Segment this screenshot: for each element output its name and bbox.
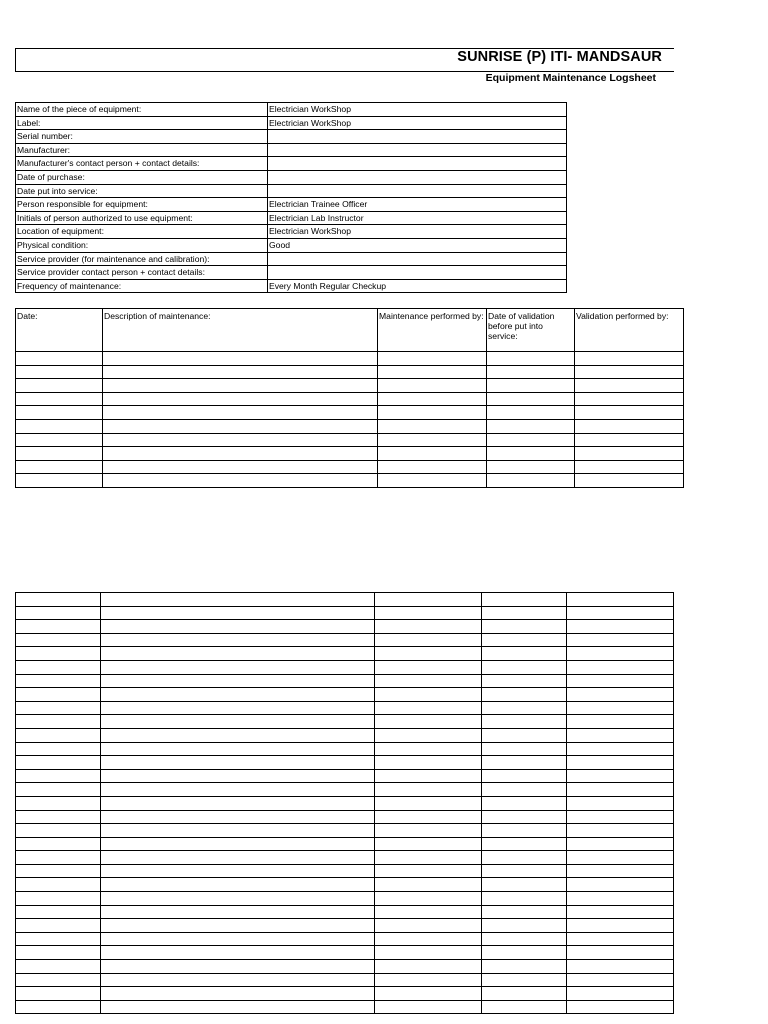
- log-cell[interactable]: [481, 728, 567, 742]
- page-subtitle: Equipment Maintenance Logsheet: [485, 72, 656, 84]
- log-cell[interactable]: [100, 674, 374, 688]
- log-cell[interactable]: [100, 987, 374, 1001]
- log-cell[interactable]: [16, 352, 103, 366]
- equipment-info-table: [15, 102, 567, 293]
- log-cell[interactable]: [481, 660, 567, 674]
- log-cell[interactable]: [16, 878, 101, 892]
- log-cell[interactable]: [374, 742, 481, 756]
- log-cell[interactable]: [16, 742, 101, 756]
- log-cell[interactable]: [100, 660, 374, 674]
- log-cell[interactable]: [16, 796, 101, 810]
- log-cell[interactable]: [481, 783, 567, 797]
- log-cell[interactable]: [16, 946, 101, 960]
- log-row: [16, 810, 674, 824]
- log-cell[interactable]: [374, 892, 481, 906]
- info-label: Date put into service:: [16, 184, 268, 198]
- log-cell[interactable]: [374, 864, 481, 878]
- log-cell[interactable]: [103, 379, 378, 393]
- log-cell[interactable]: [374, 796, 481, 810]
- log-cell[interactable]: [575, 447, 684, 461]
- log-row: [16, 392, 684, 406]
- log-cell[interactable]: [16, 905, 101, 919]
- log-cell[interactable]: [100, 593, 374, 607]
- log-row: [16, 1000, 674, 1014]
- header-performed-by: Maintenance performed by:: [378, 309, 487, 352]
- log-row: [16, 406, 684, 420]
- log-cell[interactable]: [567, 919, 674, 933]
- log-cell[interactable]: [567, 674, 674, 688]
- log-cell[interactable]: [575, 474, 684, 488]
- log-cell[interactable]: [100, 701, 374, 715]
- log-cell[interactable]: [100, 1000, 374, 1014]
- log-cell[interactable]: [567, 728, 674, 742]
- log-cell[interactable]: [374, 688, 481, 702]
- log-cell[interactable]: [103, 406, 378, 420]
- log-cell[interactable]: [567, 837, 674, 851]
- log-cell[interactable]: [374, 783, 481, 797]
- log-cell[interactable]: [378, 365, 487, 379]
- log-cell[interactable]: [567, 606, 674, 620]
- info-label: Person responsible for equipment:: [16, 198, 268, 212]
- info-value[interactable]: [268, 184, 567, 198]
- log-cell[interactable]: [487, 460, 575, 474]
- log-cell[interactable]: [100, 946, 374, 960]
- log-row: [16, 742, 674, 756]
- log-cell[interactable]: [100, 783, 374, 797]
- log-cell[interactable]: [374, 647, 481, 661]
- log-cell[interactable]: [481, 620, 567, 634]
- log-row: [16, 837, 674, 851]
- info-label: Frequency of maintenance:: [16, 279, 268, 293]
- log-row: [16, 932, 674, 946]
- info-row: [16, 252, 567, 266]
- log-cell[interactable]: [378, 474, 487, 488]
- log-cell[interactable]: [481, 905, 567, 919]
- log-cell[interactable]: [567, 946, 674, 960]
- info-label: Service provider (for maintenance and calibration):: [16, 252, 268, 266]
- log-row: [16, 824, 674, 838]
- log-cell[interactable]: [16, 633, 101, 647]
- log-cell[interactable]: [374, 946, 481, 960]
- info-row: [16, 170, 567, 184]
- log-row: [16, 796, 674, 810]
- info-row: [16, 266, 567, 280]
- log-cell[interactable]: [16, 851, 101, 865]
- log-cell[interactable]: [16, 365, 103, 379]
- info-row: [16, 143, 567, 157]
- log-row: [16, 756, 674, 770]
- log-cell[interactable]: [100, 606, 374, 620]
- maintenance-log-continuation-table: [15, 592, 674, 1014]
- log-cell[interactable]: [487, 365, 575, 379]
- log-cell[interactable]: [487, 447, 575, 461]
- header-validated-by: Validation performed by:: [575, 309, 684, 352]
- log-cell[interactable]: [374, 810, 481, 824]
- log-cell[interactable]: [481, 892, 567, 906]
- log-row: [16, 674, 674, 688]
- log-cell[interactable]: [378, 379, 487, 393]
- log-cell[interactable]: [374, 960, 481, 974]
- log-cell[interactable]: [100, 728, 374, 742]
- log-cell[interactable]: [100, 905, 374, 919]
- log-cell[interactable]: [16, 688, 101, 702]
- log-cell[interactable]: [103, 460, 378, 474]
- log-cell[interactable]: [481, 932, 567, 946]
- log-cell[interactable]: [374, 987, 481, 1001]
- log-cell[interactable]: [567, 824, 674, 838]
- log-cell[interactable]: [16, 474, 103, 488]
- log-cell[interactable]: [103, 433, 378, 447]
- header-date: Date:: [16, 309, 103, 352]
- log-row: [16, 379, 684, 393]
- info-value[interactable]: [268, 252, 567, 266]
- log-cell[interactable]: [16, 960, 101, 974]
- log-row: [16, 647, 674, 661]
- log-cell[interactable]: [481, 987, 567, 1001]
- log-cell[interactable]: [567, 783, 674, 797]
- info-row: [16, 211, 567, 225]
- log-cell[interactable]: [567, 769, 674, 783]
- log-cell[interactable]: [481, 960, 567, 974]
- log-cell[interactable]: [374, 837, 481, 851]
- log-cell[interactable]: [374, 606, 481, 620]
- log-cell[interactable]: [487, 433, 575, 447]
- page-title: SUNRISE (P) ITI- MANDSAUR: [457, 49, 662, 65]
- log-cell[interactable]: [374, 851, 481, 865]
- log-cell[interactable]: [374, 715, 481, 729]
- log-cell[interactable]: [374, 728, 481, 742]
- log-cell[interactable]: [374, 824, 481, 838]
- log-cell[interactable]: [16, 606, 101, 620]
- info-label: Date of purchase:: [16, 170, 268, 184]
- log-row: [16, 593, 674, 607]
- log-cell[interactable]: [374, 919, 481, 933]
- log-cell[interactable]: [567, 892, 674, 906]
- log-cell[interactable]: [103, 447, 378, 461]
- log-cell[interactable]: [481, 946, 567, 960]
- log-cell[interactable]: [100, 742, 374, 756]
- log-cell[interactable]: [16, 660, 101, 674]
- log-cell[interactable]: [487, 379, 575, 393]
- log-cell[interactable]: [374, 633, 481, 647]
- log-cell[interactable]: [378, 352, 487, 366]
- log-cell[interactable]: [481, 715, 567, 729]
- log-cell[interactable]: [481, 701, 567, 715]
- log-cell[interactable]: [100, 973, 374, 987]
- log-cell[interactable]: [378, 460, 487, 474]
- log-cell[interactable]: [103, 352, 378, 366]
- log-cell[interactable]: [378, 419, 487, 433]
- log-cell[interactable]: [100, 919, 374, 933]
- log-cell[interactable]: [374, 660, 481, 674]
- info-row: [16, 116, 567, 130]
- log-row: [16, 352, 684, 366]
- log-cell[interactable]: [374, 878, 481, 892]
- log-row: [16, 433, 684, 447]
- log-cell[interactable]: [100, 620, 374, 634]
- info-label: Manufacturer:: [16, 143, 268, 157]
- log-row: [16, 447, 684, 461]
- info-value[interactable]: [268, 170, 567, 184]
- info-value[interactable]: [268, 130, 567, 144]
- log-cell[interactable]: [100, 932, 374, 946]
- log-cell[interactable]: [16, 379, 103, 393]
- log-row: [16, 905, 674, 919]
- log-cell[interactable]: [481, 973, 567, 987]
- log-cell[interactable]: [100, 688, 374, 702]
- log-cell[interactable]: [567, 1000, 674, 1014]
- log-row: [16, 474, 684, 488]
- log-cell[interactable]: [567, 688, 674, 702]
- log-cell[interactable]: [567, 715, 674, 729]
- log-cell[interactable]: [16, 919, 101, 933]
- log-cell[interactable]: [378, 447, 487, 461]
- log-cell[interactable]: [100, 878, 374, 892]
- log-cell[interactable]: [103, 419, 378, 433]
- log-cell[interactable]: [100, 647, 374, 661]
- log-cell[interactable]: [567, 593, 674, 607]
- info-row: [16, 184, 567, 198]
- log-cell[interactable]: [481, 647, 567, 661]
- log-cell[interactable]: [16, 783, 101, 797]
- log-row: [16, 715, 674, 729]
- log-row: [16, 987, 674, 1001]
- log-cell[interactable]: [100, 864, 374, 878]
- log-row: [16, 946, 674, 960]
- log-row: [16, 919, 674, 933]
- log-cell[interactable]: [16, 864, 101, 878]
- log-header-row: [16, 309, 684, 352]
- log-row: [16, 688, 674, 702]
- log-cell[interactable]: [100, 756, 374, 770]
- info-row: [16, 279, 567, 293]
- info-value[interactable]: Electrician Trainee Officer: [268, 198, 567, 212]
- log-cell[interactable]: [16, 647, 101, 661]
- log-cell[interactable]: [487, 474, 575, 488]
- log-row: [16, 864, 674, 878]
- info-label: Initials of person authorized to use equipment:: [16, 211, 268, 225]
- info-row: [16, 157, 567, 171]
- log-cell[interactable]: [16, 593, 101, 607]
- log-cell[interactable]: [16, 728, 101, 742]
- log-cell[interactable]: [374, 701, 481, 715]
- log-cell[interactable]: [374, 905, 481, 919]
- log-cell[interactable]: [487, 392, 575, 406]
- log-cell[interactable]: [374, 973, 481, 987]
- log-cell[interactable]: [481, 810, 567, 824]
- log-cell[interactable]: [16, 406, 103, 420]
- log-cell[interactable]: [567, 701, 674, 715]
- log-cell[interactable]: [374, 620, 481, 634]
- log-row: [16, 783, 674, 797]
- log-cell[interactable]: [567, 810, 674, 824]
- log-row: [16, 365, 684, 379]
- maintenance-log-table: [15, 308, 684, 488]
- log-cell[interactable]: [567, 878, 674, 892]
- log-cell[interactable]: [378, 433, 487, 447]
- log-cell[interactable]: [16, 715, 101, 729]
- info-value[interactable]: [268, 143, 567, 157]
- log-cell[interactable]: [575, 379, 684, 393]
- log-cell[interactable]: [567, 973, 674, 987]
- info-value[interactable]: [268, 157, 567, 171]
- log-cell[interactable]: [567, 960, 674, 974]
- log-cell[interactable]: [374, 674, 481, 688]
- log-cell[interactable]: [487, 352, 575, 366]
- info-label: Service provider contact person + contact details:: [16, 266, 268, 280]
- log-cell[interactable]: [487, 406, 575, 420]
- log-row: [16, 960, 674, 974]
- log-row: [16, 633, 674, 647]
- log-row: [16, 973, 674, 987]
- log-cell[interactable]: [374, 593, 481, 607]
- log-cell[interactable]: [567, 633, 674, 647]
- log-row: [16, 660, 674, 674]
- log-row: [16, 606, 674, 620]
- log-cell[interactable]: [16, 892, 101, 906]
- log-row: [16, 769, 674, 783]
- info-value[interactable]: Every Month Regular Checkup: [268, 279, 567, 293]
- log-cell[interactable]: [378, 406, 487, 420]
- log-cell[interactable]: [481, 674, 567, 688]
- log-cell[interactable]: [16, 756, 101, 770]
- info-value[interactable]: [268, 266, 567, 280]
- log-cell[interactable]: [100, 960, 374, 974]
- info-label: Location of equipment:: [16, 225, 268, 239]
- log-row: [16, 728, 674, 742]
- info-label: Manufacturer's contact person + contact details:: [16, 157, 268, 171]
- log-cell[interactable]: [481, 864, 567, 878]
- log-cell[interactable]: [16, 837, 101, 851]
- info-row: [16, 198, 567, 212]
- log-cell[interactable]: [481, 824, 567, 838]
- log-cell[interactable]: [567, 620, 674, 634]
- log-cell[interactable]: [575, 460, 684, 474]
- info-label: Name of the piece of equipment:: [16, 103, 268, 117]
- log-row: [16, 892, 674, 906]
- log-cell[interactable]: [16, 392, 103, 406]
- log-cell[interactable]: [16, 620, 101, 634]
- log-cell[interactable]: [100, 810, 374, 824]
- info-value[interactable]: Electrician WorkShop: [268, 103, 567, 117]
- log-cell[interactable]: [16, 460, 103, 474]
- log-cell[interactable]: [16, 824, 101, 838]
- log-cell[interactable]: [567, 660, 674, 674]
- log-cell[interactable]: [100, 633, 374, 647]
- log-row: [16, 701, 674, 715]
- log-cell[interactable]: [100, 769, 374, 783]
- log-row: [16, 419, 684, 433]
- log-cell[interactable]: [567, 796, 674, 810]
- log-row: [16, 620, 674, 634]
- log-cell[interactable]: [374, 1000, 481, 1014]
- log-cell[interactable]: [103, 474, 378, 488]
- info-label: Serial number:: [16, 130, 268, 144]
- log-cell[interactable]: [481, 769, 567, 783]
- log-cell[interactable]: [575, 365, 684, 379]
- log-cell[interactable]: [481, 756, 567, 770]
- log-cell[interactable]: [481, 851, 567, 865]
- info-row: [16, 225, 567, 239]
- log-cell[interactable]: [481, 633, 567, 647]
- log-cell[interactable]: [481, 878, 567, 892]
- log-cell[interactable]: [575, 352, 684, 366]
- log-cell[interactable]: [16, 987, 101, 1001]
- log-cell[interactable]: [100, 837, 374, 851]
- log-cell[interactable]: [103, 392, 378, 406]
- log-cell[interactable]: [103, 365, 378, 379]
- log-cell[interactable]: [567, 932, 674, 946]
- header-validation-date: Date of validation before put into service:: [487, 309, 575, 352]
- log-cell[interactable]: [16, 932, 101, 946]
- log-cell[interactable]: [16, 769, 101, 783]
- log-cell[interactable]: [100, 892, 374, 906]
- info-value[interactable]: Electrician WorkShop: [268, 116, 567, 130]
- log-row: [16, 851, 674, 865]
- log-cell[interactable]: [575, 433, 684, 447]
- info-label: Physical condition:: [16, 238, 268, 252]
- log-cell[interactable]: [16, 419, 103, 433]
- log-cell[interactable]: [100, 796, 374, 810]
- log-cell[interactable]: [100, 824, 374, 838]
- log-cell[interactable]: [567, 756, 674, 770]
- info-value[interactable]: Good: [268, 238, 567, 252]
- info-row: [16, 238, 567, 252]
- log-cell[interactable]: [16, 701, 101, 715]
- log-cell[interactable]: [481, 796, 567, 810]
- log-cell[interactable]: [374, 756, 481, 770]
- log-cell[interactable]: [16, 433, 103, 447]
- log-cell[interactable]: [16, 447, 103, 461]
- log-cell[interactable]: [567, 987, 674, 1001]
- info-row: [16, 130, 567, 144]
- header-description: Description of maintenance:: [103, 309, 378, 352]
- log-cell[interactable]: [100, 715, 374, 729]
- log-cell[interactable]: [487, 419, 575, 433]
- log-cell[interactable]: [16, 973, 101, 987]
- log-cell[interactable]: [575, 419, 684, 433]
- info-value[interactable]: Electrician Lab Instructor: [268, 211, 567, 225]
- log-cell[interactable]: [374, 932, 481, 946]
- log-cell[interactable]: [567, 864, 674, 878]
- log-cell[interactable]: [481, 688, 567, 702]
- log-cell[interactable]: [567, 647, 674, 661]
- info-label: Label:: [16, 116, 268, 130]
- log-cell[interactable]: [567, 742, 674, 756]
- info-row: [16, 103, 567, 117]
- log-cell[interactable]: [481, 837, 567, 851]
- log-cell[interactable]: [481, 1000, 567, 1014]
- log-cell[interactable]: [567, 851, 674, 865]
- log-cell[interactable]: [575, 406, 684, 420]
- log-cell[interactable]: [378, 392, 487, 406]
- log-cell[interactable]: [481, 593, 567, 607]
- log-cell[interactable]: [567, 905, 674, 919]
- log-cell[interactable]: [16, 810, 101, 824]
- log-cell[interactable]: [575, 392, 684, 406]
- log-row: [16, 878, 674, 892]
- log-cell[interactable]: [481, 742, 567, 756]
- log-cell[interactable]: [16, 1000, 101, 1014]
- log-cell[interactable]: [100, 851, 374, 865]
- log-cell[interactable]: [481, 919, 567, 933]
- info-value[interactable]: Electrician WorkShop: [268, 225, 567, 239]
- log-row: [16, 460, 684, 474]
- log-cell[interactable]: [374, 769, 481, 783]
- log-cell[interactable]: [481, 606, 567, 620]
- log-cell[interactable]: [16, 674, 101, 688]
